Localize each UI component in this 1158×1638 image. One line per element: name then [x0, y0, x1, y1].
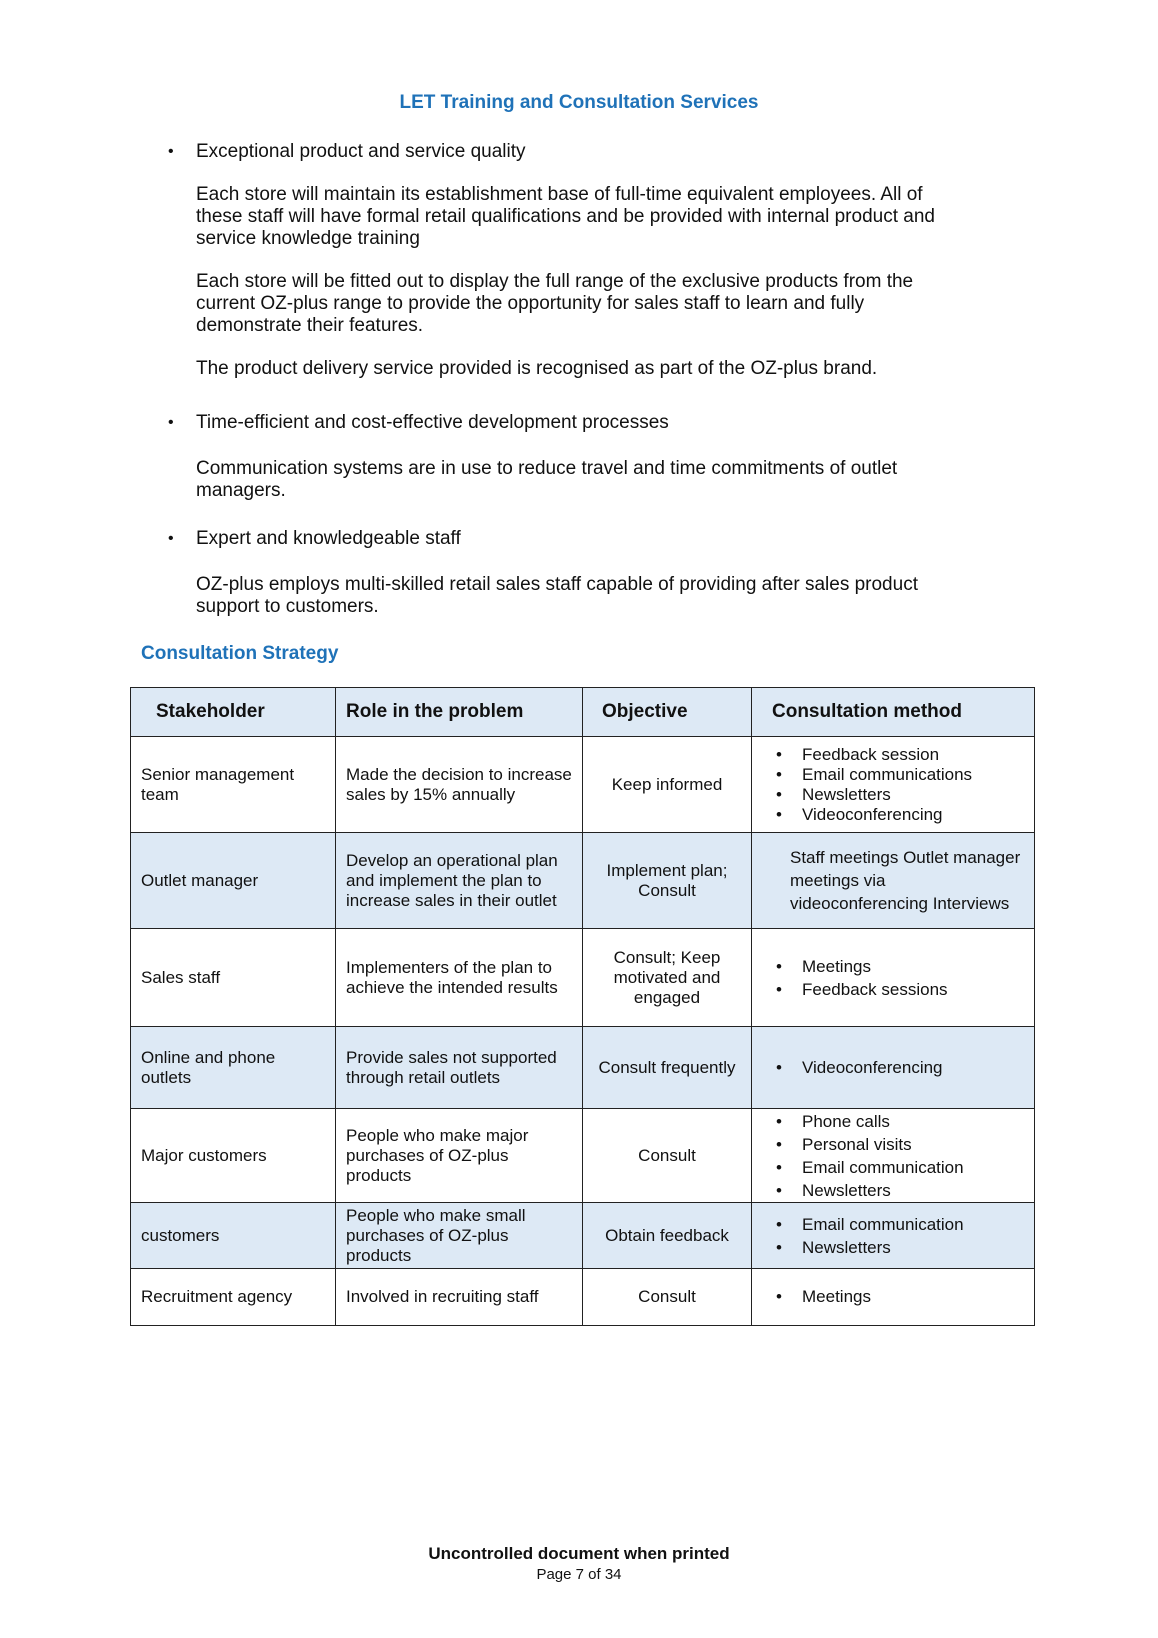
- cell-methods: [752, 1109, 1035, 1203]
- section-heading: Consultation Strategy: [141, 643, 339, 664]
- cell-role: People who make small purchases of OZ-plus products: [336, 1203, 583, 1269]
- table-row: [131, 1027, 1035, 1109]
- bullet-icon: •: [168, 530, 174, 547]
- cell-stakeholder: Online and phone outlets: [131, 1027, 336, 1109]
- bullet-item: [168, 528, 968, 550]
- page-number: Page 7 of 34: [536, 1566, 622, 1583]
- cell-methods: [752, 1269, 1035, 1326]
- document-header-title: LET Training and Consultation Services: [399, 92, 759, 113]
- table-row: [131, 1109, 1035, 1203]
- cell-stakeholder: Sales staff: [131, 929, 336, 1027]
- cell-methods: [752, 833, 1035, 929]
- table-header-row: [131, 688, 1035, 737]
- paragraph: The product delivery service provided is recognised as part of the OZ-plus brand.: [196, 358, 878, 379]
- method-item: • Videoconferencing: [786, 1058, 1024, 1078]
- column-header-objective: Objective: [583, 688, 752, 737]
- bullet-label: Exceptional product and service quality: [196, 141, 526, 162]
- method-item: • Feedback sessions: [786, 978, 1024, 1001]
- cell-stakeholder: customers: [131, 1203, 336, 1269]
- cell-stakeholder: Recruitment agency: [131, 1269, 336, 1326]
- method-item: • Email communications: [786, 765, 1024, 785]
- method-item: • Newsletters: [786, 1179, 1024, 1202]
- method-item: • Email communication: [786, 1156, 1024, 1179]
- method-item: • Email communication: [786, 1213, 1024, 1236]
- footer-notice: Uncontrolled document when printed: [428, 1544, 730, 1563]
- cell-role: Provide sales not supported through retail outlets: [336, 1027, 583, 1109]
- method-item: • Phone calls: [786, 1110, 1024, 1133]
- cell-objective: Consult: [583, 1269, 752, 1326]
- paragraph: Each store will be fitted out to display the full range of the exclusive products from the current OZ-plus range to provide the opportunity for sales staff to learn and fully demonstrate their features.: [196, 271, 914, 336]
- column-header-method: Consultation method: [752, 688, 1035, 737]
- table-row: [131, 1203, 1035, 1269]
- cell-role: Involved in recruiting staff: [336, 1269, 583, 1326]
- bullet-icon: •: [168, 143, 174, 160]
- cell-role: Develop an operational plan and implement the plan to increase sales in their outlet: [336, 833, 583, 929]
- cell-methods: [752, 929, 1035, 1027]
- cell-stakeholder: Outlet manager: [131, 833, 336, 929]
- cell-objective: Consult; Keep motivated and engaged: [583, 929, 752, 1027]
- bullet-item: [168, 412, 968, 434]
- method-item: • Meetings: [786, 1287, 1024, 1307]
- cell-objective: Implement plan; Consult: [583, 833, 752, 929]
- paragraph: OZ-plus employs multi-skilled retail sales staff capable of providing after sales product support to customers.: [196, 574, 918, 617]
- method-item: • Videoconferencing: [786, 805, 1024, 825]
- bullet-section-staff: [168, 528, 968, 618]
- table-row: [131, 1269, 1035, 1326]
- method-item: • Feedback session: [786, 745, 1024, 765]
- cell-objective: Obtain feedback: [583, 1203, 752, 1269]
- bullet-label: Time-efficient and cost-effective development processes: [196, 412, 669, 433]
- bullet-section-efficiency: [168, 412, 968, 502]
- column-header-stakeholder: Stakeholder: [131, 688, 336, 737]
- method-item: • Personal visits: [786, 1133, 1024, 1156]
- cell-stakeholder: Senior management team: [131, 737, 336, 833]
- column-header-role: Role in the problem: [336, 688, 583, 737]
- cell-objective: Consult: [583, 1109, 752, 1203]
- method-item: • Newsletters: [786, 1236, 1024, 1259]
- bullet-item: [168, 141, 968, 163]
- bullet-icon: •: [168, 414, 174, 431]
- cell-methods: [752, 1027, 1035, 1109]
- method-item: • Meetings: [786, 955, 1024, 978]
- table-row: [131, 737, 1035, 833]
- cell-role: Made the decision to increase sales by 15% annually: [336, 737, 583, 833]
- cell-role: People who make major purchases of OZ-plus products: [336, 1109, 583, 1203]
- cell-objective: Consult frequently: [583, 1027, 752, 1109]
- paragraph: Communication systems are in use to reduce travel and time commitments of outlet managers.: [196, 458, 898, 501]
- cell-methods: [752, 737, 1035, 833]
- table-row: [131, 833, 1035, 929]
- paragraph: Each store will maintain its establishment base of full-time equivalent employees. All of these staff will have formal retail qualifications and be provided with internal product and service knowledge training: [196, 184, 935, 249]
- cell-stakeholder: Major customers: [131, 1109, 336, 1203]
- table-row: [131, 929, 1035, 1027]
- bullet-section-quality: [168, 141, 968, 380]
- bullet-label: Expert and knowledgeable staff: [196, 528, 461, 549]
- cell-methods: [752, 1203, 1035, 1269]
- method-text: Staff meetings Outlet manager meetings via videoconferencing Interviews: [790, 848, 1021, 913]
- method-item: • Newsletters: [786, 785, 1024, 805]
- cell-objective: Keep informed: [583, 737, 752, 833]
- consultation-table: [130, 687, 1035, 1326]
- cell-role: Implementers of the plan to achieve the intended results: [336, 929, 583, 1027]
